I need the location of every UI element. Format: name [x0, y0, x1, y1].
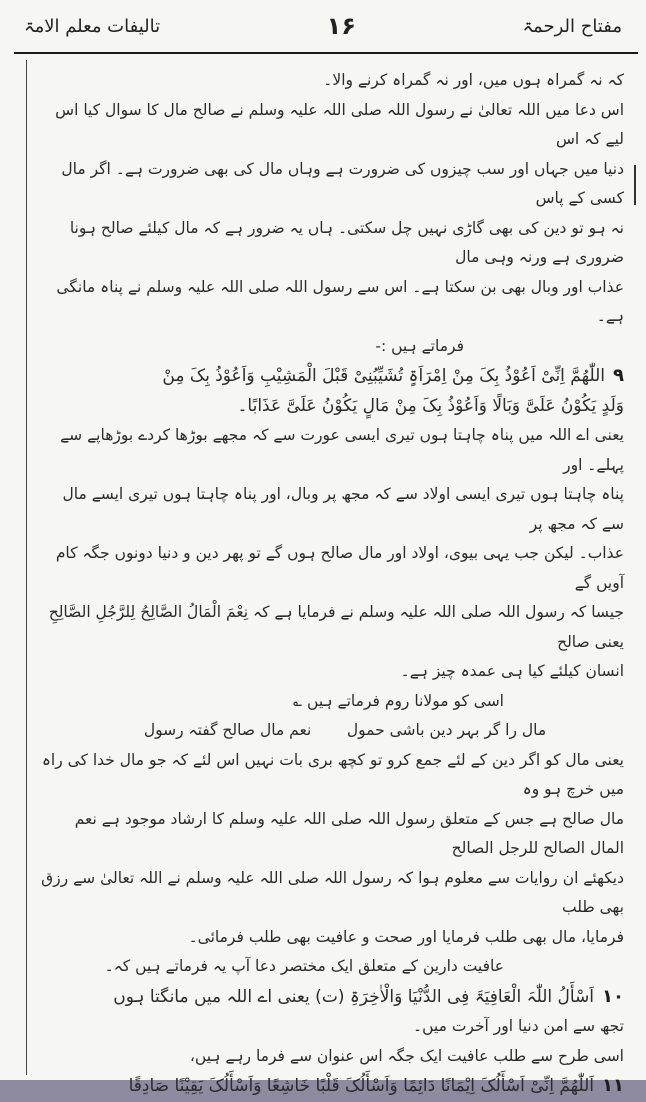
- dua-line: [36, 361, 624, 392]
- page-number: ۱۶: [326, 12, 356, 40]
- dua-number: ۱۱: [602, 1075, 624, 1096]
- text-line: انسان کیلئے کیا ہی عمدہ چیز ہے۔: [400, 662, 624, 680]
- text-line: پناہ چاہتا ہوں تیری ایسی اولاد سے کہ مجھ پر وبال، اور پناہ چاہتا ہوں تیری ایسے مال سے کہ مجھ پر: [62, 485, 624, 533]
- side-mark: [634, 165, 636, 205]
- dua-line: [36, 1071, 624, 1102]
- text-line: یعنی مال کو اگر دین کے لئے جمع کرو تو کچھ بری بات نہیں اس لئے کہ جو مال خدا کی راہ میں خرچ ہو وہ: [41, 750, 624, 798]
- dua-number: ۹: [613, 365, 624, 386]
- text-line: عذاب۔ لیکن جب یہی بیوی، اولاد اور مال صالح ہوں گے تو پھر دین و دنیا دونوں جگہ کام آویں گے: [55, 544, 624, 592]
- text-line: جیسا کہ رسول اللہ صلی اللہ علیہ وسلم نے فرمایا ہے کہ نِعْمَ الْمَالُ الصَّالِحُ لِلرَّجُلِ الصَّالِحِ یعنی صالح: [48, 603, 624, 651]
- poetry-verse: [36, 716, 624, 746]
- dua-line: [36, 392, 624, 422]
- text-line: اسی کو مولانا روم فرماتے ہیں ؎: [293, 691, 504, 710]
- text-line: تجھ سے امن دنیا اور آخرت میں۔: [413, 1017, 624, 1035]
- header-rule: [14, 52, 638, 54]
- text-line: کہ نہ گمراہ ہوں میں، اور نہ گمراہ کرنے والا۔: [323, 71, 624, 89]
- book-title: مفتاح الرحمۃ: [522, 15, 622, 37]
- text-line: نہ ہو تو دین کی بھی گاڑی نہیں چل سکتی۔ ہاں یہ ضرور ہے کہ مال کیلئے صالح ہونا ضروری ہے ورنہ وہی مال: [69, 218, 624, 266]
- text-line: دنیا میں جہاں اور سب چیزوں کی ضرورت ہے وہاں مال کی بھی ضرورت ہے۔ اگر مال کسی کے پاس: [61, 159, 624, 207]
- dua-number: ۱۰: [602, 985, 624, 1007]
- arabic-text: وَلَدٍ یَکُوْنُ عَلَیَّ وَبَالًا وَاَعُوْذُ بِکَ مِنْ مَالٍ یَکُوْنُ عَلَیَّ عَذَابًا۔: [237, 395, 624, 416]
- text-line: اس دعا میں اللہ تعالیٰ نے رسول اللہ صلی اللہ علیہ وسلم نے صالح مال کا سوال کیا اس لیے کہ اس: [55, 100, 624, 148]
- text-line: فرمایا، مال بھی طلب فرمایا اور صحت و عافیت بھی طلب فرمائی۔: [188, 927, 624, 946]
- text-line: عافیت دارین کے متعلق ایک مختصر دعا آپ یہ فرماتے ہیں کہ۔: [104, 957, 504, 975]
- arabic-text: اللّٰھُمَّ اِنِّیْ اَعُوْذُ بِکَ مِنْ اِمْرَاَۃٍ تُشَیِّبُنِیْ قَبْلَ الْمَشِیْبِ وَاَعُوْذُ بِکَ مِنْ: [162, 366, 605, 386]
- arabic-text: اَسْأَلُ اللّٰہَ الْعَافِیَۃَ فِی الدُّنْیَا وَالْاٰخِرَۃِ (ت) یعنی اے اللہ میں مانگتا ہوں: [113, 986, 595, 1007]
- series-title: تالیفات معلم الامۃ: [24, 15, 161, 37]
- margin-line: [26, 60, 27, 1075]
- verse-hemistich-2: نعم مال صالح گفتہ رسول: [143, 721, 312, 739]
- arabic-text: اَللّٰھُمَّ اِنِّیْ اَسْأَلُکَ اِیْمَانًا دَائِمًا وَاَسْأَلُکَ قَلْبًا خَاشِعًا وَاَسْأَلُکَ یَقِیْنًا صَادِقًا: [128, 1076, 595, 1096]
- text-line: یعنی اے اللہ میں پناہ چاہتا ہوں تیری ایسی عورت سے کہ مجھے بوڑھا کردے بوڑھاپے سے پہلے۔ اور: [60, 426, 624, 474]
- text-line: مال صالح ہے جس کے متعلق رسول اللہ صلی اللہ علیہ وسلم کا ارشاد موجود ہے نعم المال الصالح للرجل الصالح: [74, 809, 624, 857]
- page-header: [0, 0, 646, 52]
- page-body: [36, 66, 624, 1102]
- dua-line: [36, 982, 624, 1013]
- text-line: عذاب اور وبال بھی بن سکتا ہے۔ اس سے رسول اللہ صلی اللہ علیہ وسلم نے پناہ مانگی ہے۔: [56, 277, 624, 325]
- verse-hemistich-1: مال را گر بہر دین باشی حمول: [346, 721, 547, 739]
- text-line: اسی طرح سے طلب عافیت ایک جگہ اس عنوان سے فرما رہے ہیں،: [189, 1046, 624, 1065]
- text-line: فرماتے ہیں :-: [375, 336, 464, 355]
- text-line: دیکھئے ان روایات سے معلوم ہوا کہ رسول اللہ صلی اللہ علیہ وسلم نے اللہ تعالیٰ سے رزق بھی طلب: [41, 868, 624, 916]
